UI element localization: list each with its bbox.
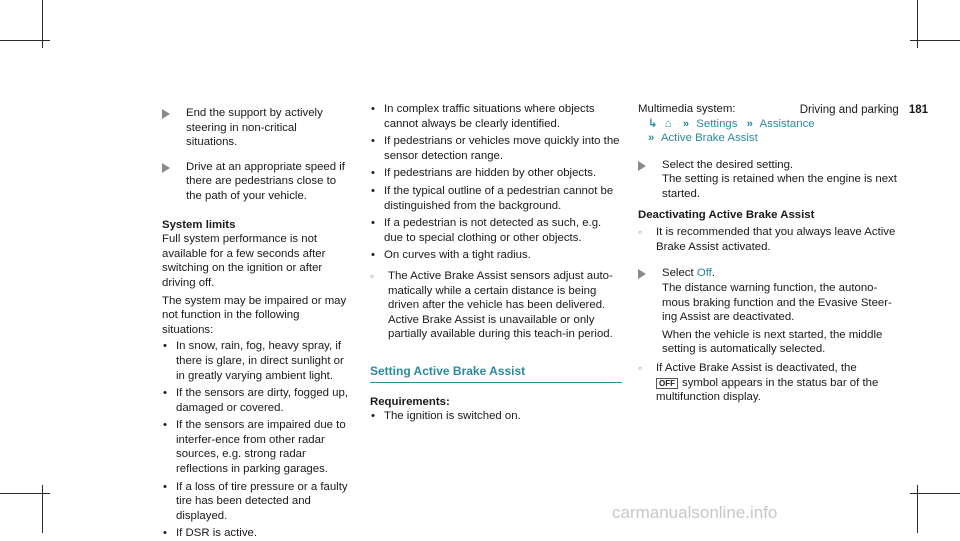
list-item: • In complex traffic situations where objects cannot always be clearly identified. (370, 102, 622, 131)
crop-mark (910, 40, 960, 41)
settings-link[interactable]: Settings (696, 117, 738, 130)
off-option[interactable]: Off (696, 267, 712, 280)
crop-mark (0, 40, 50, 41)
section-title: Setting Active Brake Assist (370, 364, 622, 383)
crop-mark (910, 493, 960, 494)
assistance-link[interactable]: Assistance (759, 117, 815, 130)
paragraph: The system may be impaired or may not function in the following situations: (162, 294, 347, 336)
home-icon[interactable]: ⌂ (664, 117, 672, 130)
menu-path (638, 117, 898, 132)
system-limits-heading: System limits (162, 218, 236, 231)
path-start-arrow-icon: ↳ (648, 117, 658, 130)
section-name: Driving and parking (799, 104, 899, 116)
multimedia-label: Multimedia system: (638, 103, 736, 115)
list-item: • If the sensors are dirty, fogged up, damaged or covered. (162, 386, 350, 415)
requirements-heading: Requirements: (370, 395, 450, 408)
list-item: • On curves with a tight radius. (370, 248, 622, 263)
list-item: • If DSR is active. (162, 526, 350, 541)
list-item: • If a pedestrian is not detected as such, e.g. due to special clothing or other objects. (370, 216, 622, 245)
path-arrow-icon: » (746, 117, 753, 130)
instruction-arrow-icon (162, 163, 170, 173)
crop-mark (0, 493, 50, 494)
instruction: Select the desired setting. The setting is retained when the engine is next started. (638, 158, 898, 202)
note: ◦ If Active Brake Assist is deactivated, the OFF symbol appears in the status bar of the multifunction display. (638, 360, 879, 404)
watermark: carmanualsonline.info (612, 503, 778, 522)
path-arrow-icon: » (648, 132, 655, 145)
column-1 (162, 100, 350, 541)
info-lightbulb-icon: ◦ (638, 360, 643, 375)
deactivating-heading: Deactivating Active Brake Assist (638, 208, 815, 221)
instruction: End the support by actively steering in non-critical situations. (162, 106, 350, 150)
limits-list (162, 339, 350, 541)
list-item: • If the typical outline of a pedestrian cannot be distinguished from the background. (370, 184, 622, 213)
instruction-arrow-icon (638, 269, 646, 279)
list-item: • If the sensors are impaired due to interfer-ence from other radar sources, e.g. strong radar reflections in parking garages. (162, 418, 350, 476)
situations-list (370, 102, 622, 263)
info-lightbulb-icon: ◦ (370, 268, 375, 283)
column-2 (370, 100, 622, 424)
list-item: • If pedestrians or vehicles move quickly into the sensor detection range. (370, 134, 622, 163)
page-number: 181 (908, 104, 928, 116)
list-item: • In snow, rain, fog, heavy spray, if there is glare, in direct sunlight or in greatly varying ambient light. (162, 339, 350, 383)
menu-path-cont (638, 131, 898, 146)
instruction: Select Off. The distance warning function, the autono-mous braking function and the Evasive Steer-ing Assist are deactivated. When the vehicle is next started, the middle setting is automatically selected. (638, 266, 898, 357)
instruction-arrow-icon (162, 109, 170, 119)
paragraph: Full system performance is not available for a few seconds after switching on the ignition or after driving off. (162, 233, 326, 289)
instruction: Drive at an appropriate speed if there are pedestrians close to the path of your vehicle. (162, 160, 350, 204)
note: ◦ It is recommended that you always leave Active Brake Assist activated. (638, 225, 896, 253)
list-item: • The ignition is switched on. (370, 409, 622, 424)
active-brake-assist-link[interactable]: Active Brake Assist (660, 132, 758, 145)
path-arrow-icon: » (682, 117, 690, 130)
instruction-arrow-icon (638, 161, 646, 171)
requirements-list (370, 409, 622, 424)
list-item: • If a loss of tire pressure or a faulty tire has been detected and displayed. (162, 480, 350, 524)
info-lightbulb-icon: ◦ (638, 225, 643, 240)
column-3 (638, 100, 898, 405)
note: ◦ The Active Brake Assist sensors adjust auto-matically while a certain distance is being driven after the vehicle has been delivered. Active Brake Assist is unavailable or only partially available during this teach-in period. (370, 268, 613, 341)
abs-off-symbol-icon: OFF (656, 378, 678, 389)
list-item: • If pedestrians are hidden by other objects. (370, 166, 622, 181)
